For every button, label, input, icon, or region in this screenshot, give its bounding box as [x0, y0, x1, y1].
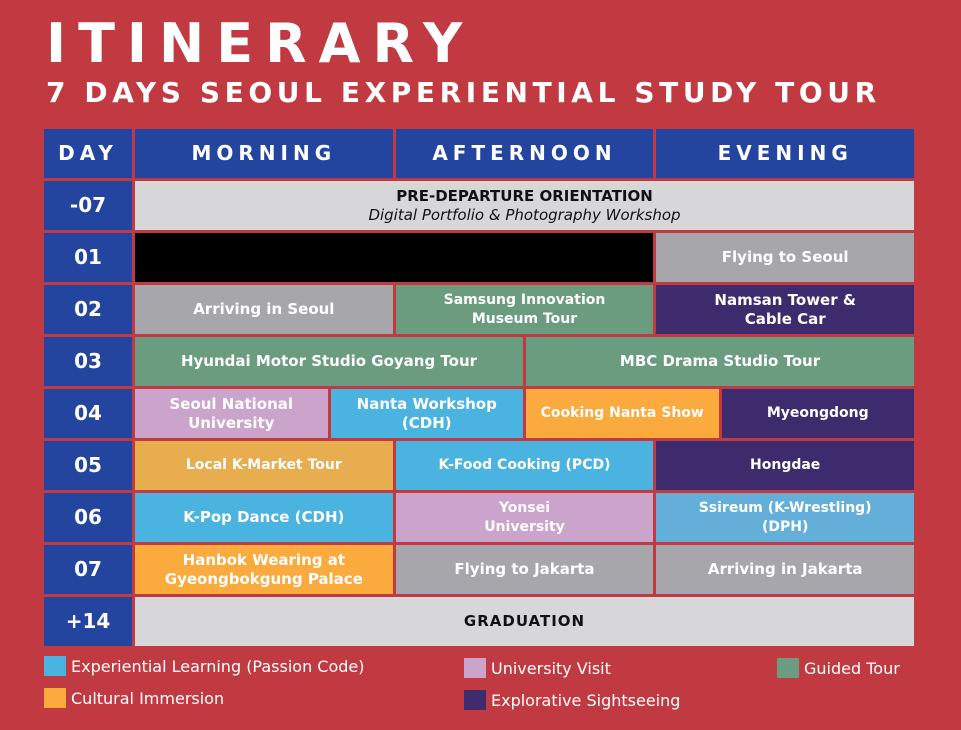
- day-label: 05: [44, 441, 132, 490]
- event-cell: [135, 545, 393, 594]
- legend-label: University Visit: [491, 658, 611, 678]
- event-subtitle: Digital Portfolio & Photography Workshop: [368, 205, 681, 224]
- day-label: +14: [44, 597, 132, 646]
- event-cell: Myeongdong: [722, 389, 915, 438]
- legend-swatch: [44, 688, 66, 708]
- event-cell: [331, 389, 524, 438]
- event-cell: [656, 493, 914, 542]
- event-cell: Hongdae: [656, 441, 914, 490]
- event-cell: GRADUATION: [135, 597, 914, 646]
- event-line: Nanta Workshop: [356, 394, 497, 413]
- day-label: 04: [44, 389, 132, 438]
- event-line: Hanbok Wearing at: [182, 550, 346, 569]
- itinerary-table: [44, 129, 914, 646]
- event-line: (DPH): [761, 518, 809, 535]
- event-line: Yonsei: [498, 499, 551, 516]
- legend-swatch: [464, 690, 486, 710]
- event-cell: Flying to Seoul: [656, 233, 914, 282]
- day-label: 07: [44, 545, 132, 594]
- event-cell: K-Food Cooking (PCD): [396, 441, 654, 490]
- event-cell: K-Pop Dance (CDH): [135, 493, 393, 542]
- event-line: Ssireum (K-Wrestling): [698, 499, 872, 516]
- event-cell: Arriving in Jakarta: [656, 545, 914, 594]
- event-cell-blank: [135, 233, 653, 282]
- page-subtitle: 7 DAYS SEOUL EXPERIENTIAL STUDY TOUR: [46, 76, 881, 109]
- event-cell: Flying to Jakarta: [396, 545, 654, 594]
- page-title: ITINERARY: [46, 12, 475, 75]
- event-title: PRE-DEPARTURE ORIENTATION: [396, 186, 653, 205]
- legend-label: Guided Tour: [804, 658, 900, 678]
- day-label: 06: [44, 493, 132, 542]
- day-label: 02: [44, 285, 132, 334]
- event-line: Gyeongbokgung Palace: [164, 569, 363, 588]
- header-evening: EVENING: [656, 129, 914, 178]
- legend-explorative: [464, 690, 680, 710]
- legend-experiential: [44, 656, 365, 676]
- event-cell: [656, 285, 914, 334]
- event-line: Museum Tour: [471, 310, 578, 327]
- event-line: Namsan Tower &: [714, 290, 856, 309]
- event-cell: Local K-Market Tour: [135, 441, 393, 490]
- header-afternoon: AFTERNOON: [396, 129, 654, 178]
- day-label: 03: [44, 337, 132, 386]
- legend-label: Explorative Sightseeing: [491, 690, 681, 710]
- event-line: University: [484, 518, 565, 535]
- event-cell: MBC Drama Studio Tour: [526, 337, 914, 386]
- legend-guided: [777, 658, 900, 678]
- event-cell: Arriving in Seoul: [135, 285, 393, 334]
- header-day: DAY: [44, 129, 132, 178]
- legend-cultural: [44, 688, 224, 708]
- event-cell: Hyundai Motor Studio Goyang Tour: [135, 337, 523, 386]
- legend-label: Experiential Learning (Passion Code): [71, 656, 365, 676]
- event-line: University: [188, 413, 275, 432]
- event-cell: [135, 181, 914, 230]
- event-cell: [396, 285, 654, 334]
- event-cell: Cooking Nanta Show: [526, 389, 719, 438]
- legend-swatch: [777, 658, 799, 678]
- legend-university: [464, 658, 611, 678]
- legend-swatch: [44, 656, 66, 676]
- event-cell: [135, 389, 328, 438]
- legend-label: Cultural Immersion: [71, 688, 225, 708]
- event-line: Cable Car: [744, 309, 826, 328]
- event-line: Seoul National: [169, 394, 294, 413]
- event-cell: [396, 493, 654, 542]
- event-line: (CDH): [401, 413, 452, 432]
- legend-swatch: [464, 658, 486, 678]
- header-morning: MORNING: [135, 129, 393, 178]
- day-label: 01: [44, 233, 132, 282]
- day-label: -07: [44, 181, 132, 230]
- event-line: Samsung Innovation: [443, 291, 606, 308]
